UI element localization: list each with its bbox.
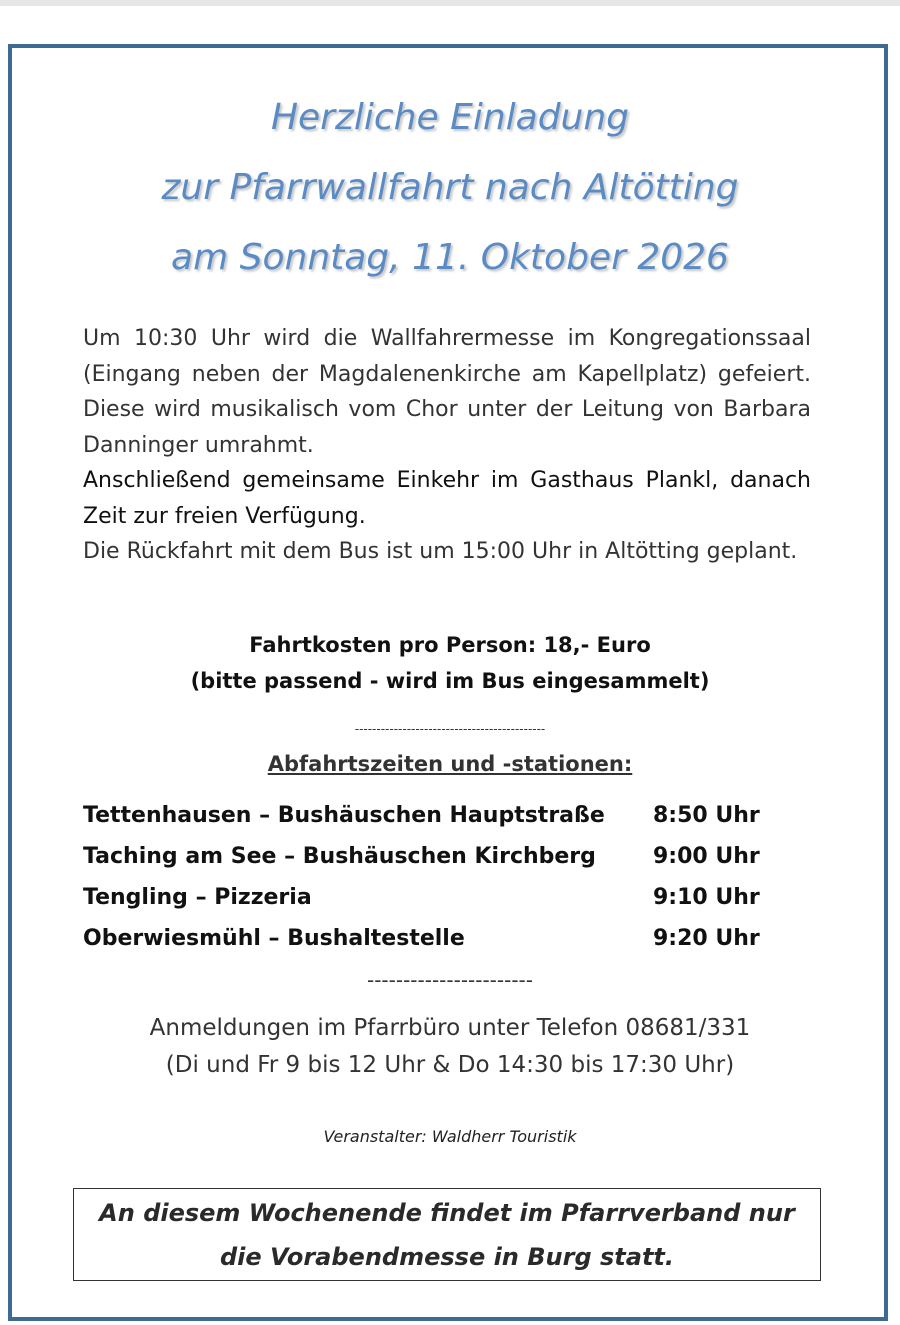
contact-phone: Anmeldungen im Pfarrbüro unter Telefon 08681/331 — [149, 1015, 751, 1041]
headline-invitation: Herzliche Einladung — [270, 97, 630, 138]
cost-note: (bitte passend - wird im Bus eingesammelt) — [190, 669, 710, 693]
top-strip — [0, 0, 900, 6]
separator-short: -------------------------------------------- — [354, 722, 546, 736]
station-time: 9:10 Uhr — [653, 885, 760, 910]
station-name: Taching am See – Bushäuschen Kirchberg — [83, 844, 596, 869]
paragraph-gathering: Anschließend gemeinsame Einkehr im Gasthaus Plankl, danach Zeit zur freien Verfügung. — [83, 468, 811, 529]
notice-box — [73, 1188, 821, 1281]
separator-long: ----------------------- — [367, 968, 533, 992]
stations-heading: Abfahrtszeiten und -stationen: — [267, 752, 633, 776]
cost-line: Fahrtkosten pro Person: 18,- Euro — [249, 633, 651, 657]
station-row — [83, 885, 783, 925]
station-name: Tengling – Pizzeria — [83, 885, 312, 910]
station-name: Oberwiesmühl – Bushaltestelle — [83, 926, 465, 951]
paragraph-return: Die Rückfahrt mit dem Bus ist um 15:00 Uhr in Altötting geplant. — [83, 539, 798, 564]
notice-line-1: An diesem Wochenende findet im Pfarrverband nur — [99, 1199, 795, 1227]
station-time: 8:50 Uhr — [653, 803, 760, 828]
station-time: 9:20 Uhr — [653, 926, 760, 951]
station-row — [83, 844, 783, 884]
headline-date: am Sonntag, 11. Oktober 2026 — [171, 237, 729, 278]
contact-info — [0, 1010, 900, 1084]
body-text — [83, 321, 811, 570]
station-name: Tettenhausen – Bushäuschen Hauptstraße — [83, 803, 605, 828]
headline-pilgrimage: zur Pfarrwallfahrt nach Altötting — [161, 167, 739, 208]
contact-hours: (Di und Fr 9 bis 12 Uhr & Do 14:30 bis 17:30 Uhr) — [165, 1052, 735, 1078]
paragraph-mass: Um 10:30 Uhr wird die Wallfahrermesse im Kongregationssaal (Eingang neben der Magdalenenkirche am Kapellplatz) gefeiert. Diese wird musikalisch vom Chor unter der Leitung von Barbara Danninger umrahmt. — [83, 326, 811, 458]
station-row — [83, 926, 783, 966]
organizer: Veranstalter: Waldherr Touristik — [323, 1127, 577, 1146]
station-row — [83, 803, 783, 843]
notice-line-2: die Vorabendmesse in Burg statt. — [219, 1243, 675, 1271]
station-time: 9:00 Uhr — [653, 844, 760, 869]
